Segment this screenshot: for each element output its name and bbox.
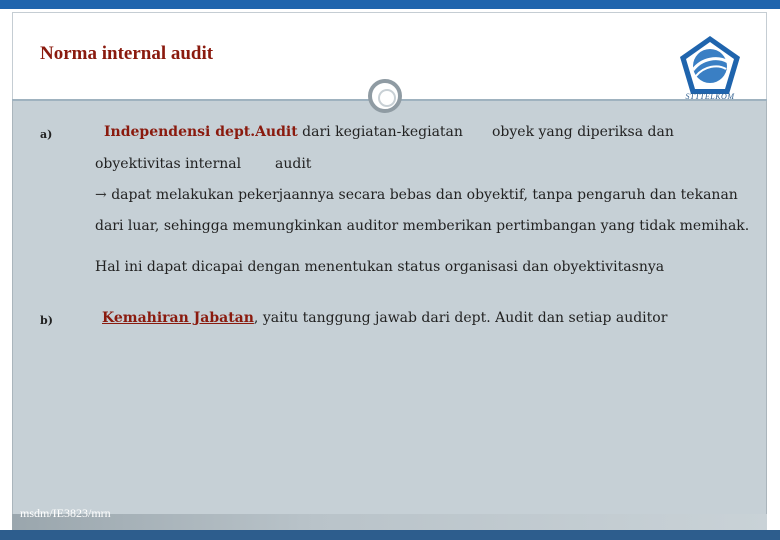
item-a-line1-rest: dari kegiatan-kegiatan — [302, 124, 463, 140]
bottom-strip — [0, 530, 780, 540]
item-a-line3 — [95, 187, 738, 203]
item-a-marker: a) — [40, 128, 53, 141]
ring-ornament-icon — [368, 79, 402, 113]
slide-title: Norma internal audit — [40, 43, 214, 64]
item-b-marker: b) — [40, 314, 53, 327]
item-a-line1 — [104, 124, 463, 140]
item-b-rest: , yaitu tanggung jawab dari dept. Audit dan setiap auditor — [253, 310, 668, 326]
footer-text: msdm/IE3823/mrn — [20, 506, 111, 520]
item-b-line — [102, 310, 667, 326]
item-a-line4: dari luar, sehingga memungkinkan auditor memberikan pertimbangan yang tidak memihak. — [95, 218, 750, 234]
item-a-line2-part2: audit — [275, 156, 312, 172]
item-b-term: Kemahiran Jabatan — [102, 310, 254, 326]
item-a-line5: Hal ini dapat dicapai dengan menentukan status organisasi dan obyektivitasnya — [95, 259, 665, 275]
arrow-right-icon: → — [95, 187, 107, 203]
item-a-line3-text: dapat melakukan pekerjaannya secara bebas dan obyektif, tanpa pengaruh dan tekanan — [111, 187, 738, 203]
top-accent-bar — [0, 0, 780, 9]
item-a-line1-tail: obyek yang diperiksa dan — [492, 124, 674, 140]
item-a-term: Independensi dept.Audit — [104, 124, 298, 140]
item-a-line2-part1: obyektivitas internal — [95, 156, 242, 172]
logo-caption: STTTELKOM — [685, 92, 735, 101]
